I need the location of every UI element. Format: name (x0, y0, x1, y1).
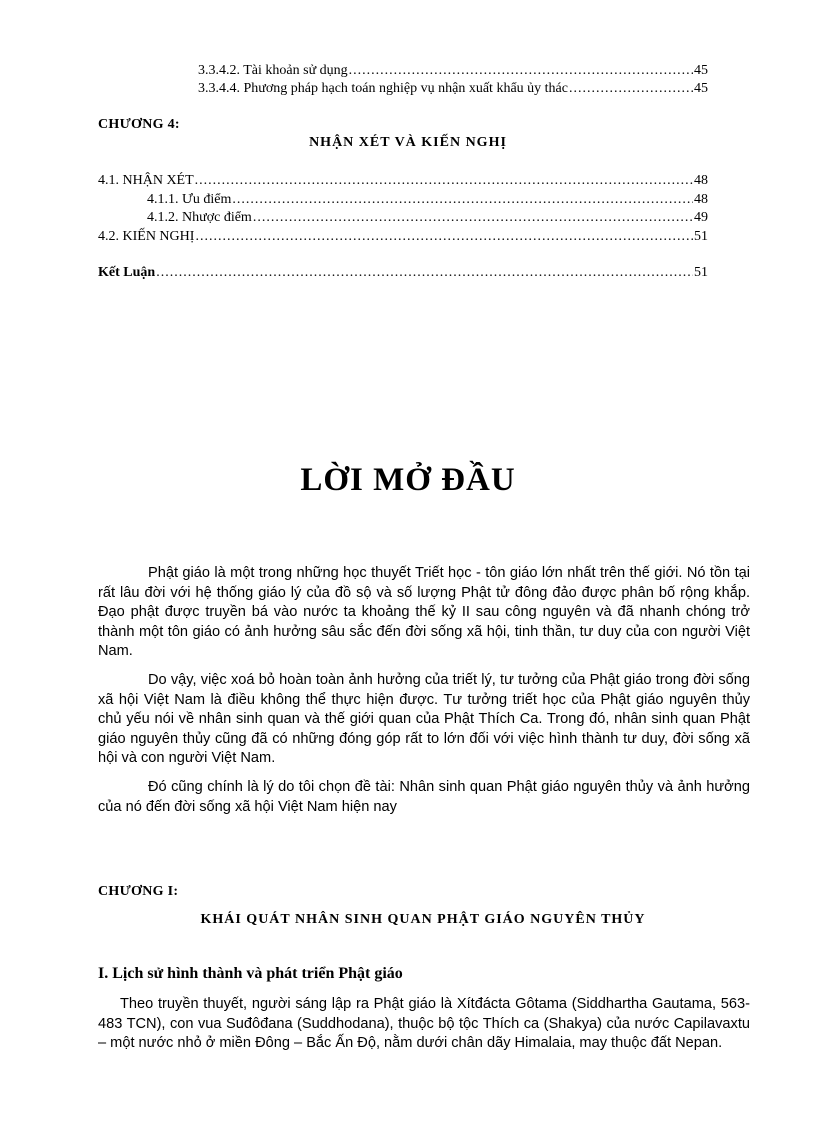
toc-entry-title: 3.3.4.2. Tài khoản sử dụng (198, 63, 348, 78)
toc-entry-page: 48 (694, 192, 708, 207)
toc-entry[interactable] (98, 264, 708, 282)
intro-paragraph: Đó cũng chính là lý do tôi chọn đề tài: Nhân sinh quan Phật giáo nguyên thủy và ảnh hưởng của nó đến đời sống xã hội Việt Nam hiện nay (98, 779, 750, 815)
chapter-title: KHÁI QUÁT NHÂN SINH QUAN PHẬT GIÁO NGUYÊN THỦY (200, 912, 646, 927)
toc-entry-title: 4.1. NHẬN XÉT (98, 173, 194, 188)
intro-title: LỜI MỞ ĐẦU (300, 462, 516, 498)
toc-entry-title: 4.1.2. Nhược điểm (147, 210, 252, 225)
chapter-label: CHƯƠNG I: (98, 884, 179, 899)
toc-entry-page: 51 (694, 229, 708, 244)
toc-chapter-title: NHẬN XÉT VÀ KIẾN NGHỊ (309, 135, 507, 150)
toc-entry[interactable] (147, 209, 708, 227)
toc-entry-title: Kết Luận (98, 265, 156, 280)
toc-leader-dots (195, 228, 693, 246)
toc-entry-page: 45 (694, 63, 708, 78)
toc-entry-page: 48 (694, 173, 708, 188)
toc-entry-title: 4.2. KIẾN NGHỊ (98, 229, 195, 244)
toc-leader-dots (232, 191, 693, 209)
toc-entry-page: 45 (694, 81, 708, 96)
toc-leader-dots (349, 62, 693, 80)
intro-paragraph: Do vậy, việc xoá bỏ hoàn toàn ảnh hưởng của triết lý, tư tưởng của Phật giáo trong đời sống xã hội Việt Nam là điều không thể thực hiện được. Tư tưởng triết học của Phật giáo nguyên thủy chủ yếu nói về nhân sinh quan và thế giới quan của Phật Thích Ca. Trong đó, nhân sinh quan Phật giáo nguyên thủy cũng đã có những đóng góp rất to lớn đối với việc hình thành tư duy, đời sống xã hội và con người Việt Nam. (98, 672, 750, 767)
toc-entry-page: 51 (694, 265, 708, 280)
toc-entry[interactable] (147, 191, 708, 209)
toc-chapter-label: CHƯƠNG 4: (98, 117, 180, 132)
toc-entry-page: 49 (694, 210, 708, 225)
section-heading: I. Lịch sử hình thành và phát triển Phật giáo (98, 965, 403, 982)
intro-paragraph: Phật giáo là một trong những học thuyết Triết học - tôn giáo lớn nhất trên thế giới. Nó tồn tại rất lâu đời với hệ thống giáo lý của đồ sộ và số lượng Phật tử đông đảo được phân bố rộng khắp. Đạo phật được truyền bá vào nước ta khoảng thế kỷ II sau công nguyên và đã nhanh chóng trở thành một tôn giáo có ảnh hưởng sâu sắc đến đời sống xã hội, tinh thần, tư duy của con người Việt Nam. (98, 565, 750, 660)
toc-leader-dots (156, 264, 693, 282)
toc-entry[interactable] (98, 172, 708, 190)
toc-leader-dots (195, 172, 693, 190)
toc-leader-dots (569, 80, 693, 98)
toc-leader-dots (253, 209, 693, 227)
toc-entry-title: 4.1.1. Ưu điểm (147, 192, 232, 207)
toc-entry[interactable] (198, 80, 708, 98)
toc-entry[interactable] (198, 62, 708, 80)
section-paragraph: Theo truyền thuyết, người sáng lập ra Phật giáo là Xítđácta Gôtama (Siddhartha Gautama, 563-483 TCN), con vua Suđôđana (Suddhodana), thuộc bộ tộc Thích ca (Shakya) của nước Capilavaxtu – một nước nhỏ ở miền Đông – Bắc Ấn Độ, nằm dưới chân dãy Himalaia, may thuộc đất Nepan. (98, 996, 750, 1052)
toc-entry-title: 3.3.4.4. Phương pháp hạch toán nghiệp vụ nhận xuất khẩu ủy thác (198, 81, 568, 96)
toc-entry[interactable] (98, 228, 708, 246)
